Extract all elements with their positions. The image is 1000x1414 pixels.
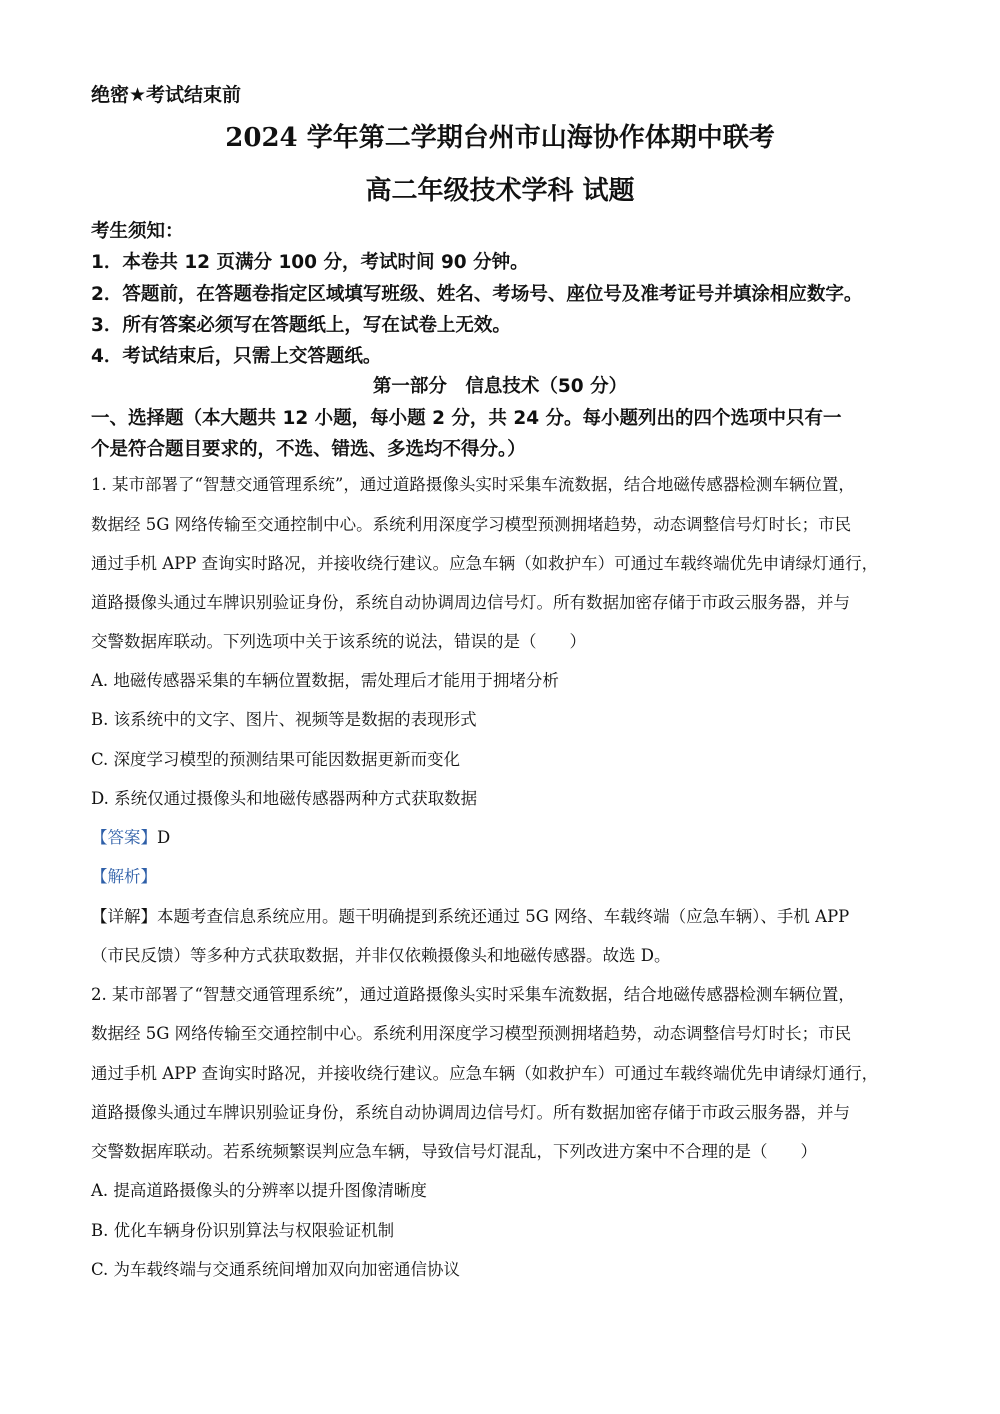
answer-value: D [157,828,171,847]
exam-subtitle: 高二年级技术学科 试题 [365,176,635,206]
q1-stem-line: 通过手机 APP 查询实时路况，并接收绕行建议。应急车辆（如救护车）可通过车载终端优先申请绿灯通行， [91,554,879,573]
notice-item: 4．考试结束后，只需上交答题纸。 [91,346,382,367]
notice-item: 2．答题前，在答题卷指定区域填写班级、姓名、考场号、座位号及准考证号并填涂相应数字。 [91,284,863,305]
q1-option-b: B. 该系统中的文字、图片、视频等是数据的表现形式 [91,710,477,729]
q2-option-c: C. 为车载终端与交通系统间增加双向加密通信协议 [91,1260,461,1279]
q2-stem-line: 通过手机 APP 查询实时路况，并接收绕行建议。应急车辆（如救护车）可通过车载终端优先申请绿灯通行， [91,1064,879,1083]
section-heading: 一、选择题（本大题共 12 小题，每小题 2 分，共 24 分。每小题列出的四个选项中只有一 [91,408,842,429]
q2-stem-line: 道路摄像头通过车牌识别验证身份，系统自动协调周边信号灯。所有数据加密存储于市政云服务器，并与 [91,1103,850,1122]
notice-item: 1．本卷共 12 页满分 100 分，考试时间 90 分钟。 [91,252,529,273]
q1-stem-line: 数据经 5G 网络传输至交通控制中心。系统利用深度学习模型预测拥堵趋势，动态调整信号灯时长；市民 [91,515,852,534]
q2-stem-line: 2. 某市部署了“智慧交通管理系统”，通过道路摄像头实时采集车流数据，结合地磁传感器检测车辆位置， [91,985,855,1004]
q1-analysis [91,863,157,887]
q2-stem-line: 交警数据库联动。若系统频繁误判应急车辆，导致信号灯混乱，下列改进方案中不合理的是（ ） [91,1142,817,1161]
part-title: 第一部分 信息技术（50 分） [372,376,628,397]
q1-option-c: C. 深度学习模型的预测结果可能因数据更新而变化 [91,750,461,769]
analysis-tag: 【解析】 [91,867,157,886]
q2-option-a: A. 提高道路摄像头的分辨率以提升图像清晰度 [91,1181,427,1200]
exam-title: 2024 学年第二学期台州市山海协作体期中联考 [225,123,775,153]
q2-option-b: B. 优化车辆身份识别算法与权限验证机制 [91,1221,395,1240]
notice-heading: 考生须知： [91,221,184,242]
q1-stem-line: 交警数据库联动。下列选项中关于该系统的说法，错误的是（ ） [91,632,586,651]
q2-stem-line: 数据经 5G 网络传输至交通控制中心。系统利用深度学习模型预测拥堵趋势，动态调整信号灯时长；市民 [91,1024,852,1043]
q1-detail-line: （市民反馈）等多种方式获取数据，并非仅依赖摄像头和地磁传感器。故选 D。 [91,946,671,965]
notice-item: 3．所有答案必须写在答题纸上，写在试卷上无效。 [91,315,511,336]
q1-option-a: A. 地磁传感器采集的车辆位置数据，需处理后才能用于拥堵分析 [91,671,559,690]
q1-stem-line: 1. 某市部署了“智慧交通管理系统”，通过道路摄像头实时采集车流数据，结合地磁传感器检测车辆位置， [91,475,855,494]
confidential-label: 绝密★考试结束前 [91,84,242,106]
q1-answer [91,824,170,848]
q1-option-d: D. 系统仅通过摄像头和地磁传感器两种方式获取数据 [91,789,478,808]
section-heading-cont: 个是符合题目要求的，不选、错选、多选均不得分。） [91,439,526,460]
answer-tag: 【答案】 [91,828,157,847]
q1-detail-line: 【详解】本题考查信息系统应用。题干明确提到系统还通过 5G 网络、车载终端（应急车辆）、手机 APP [91,907,850,926]
q1-stem-line: 道路摄像头通过车牌识别验证身份，系统自动协调周边信号灯。所有数据加密存储于市政云服务器，并与 [91,593,850,612]
